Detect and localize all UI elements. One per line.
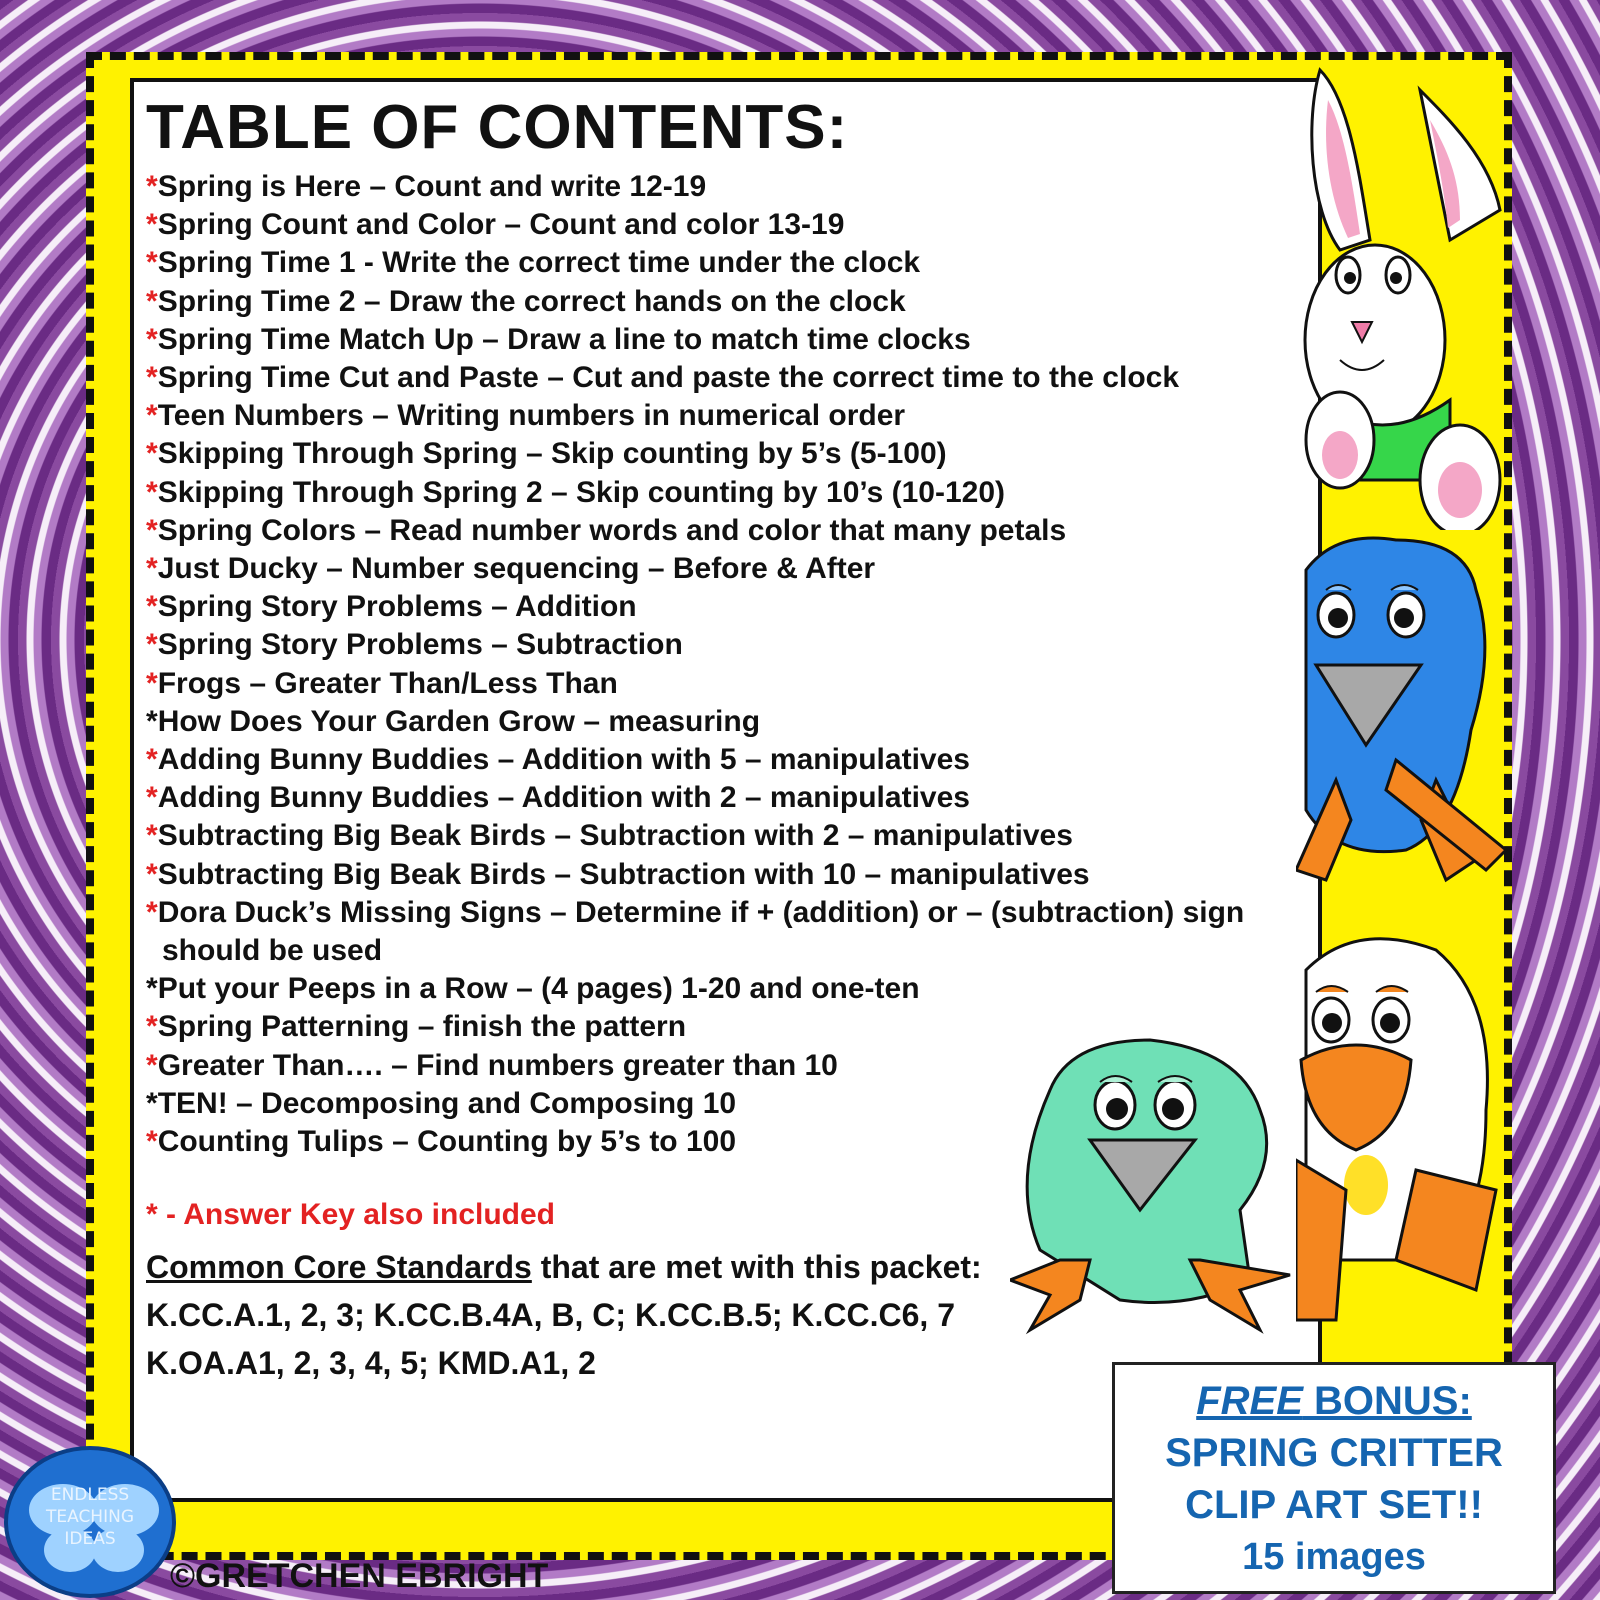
- toc-item-text: Spring Time 2 – Draw the correct hands on the clock: [157, 284, 906, 318]
- toc-item: [146, 206, 1316, 244]
- answer-key-note: * - Answer Key also included: [146, 1198, 555, 1232]
- toc-item-text: Subtracting Big Beak Birds – Subtraction with 2 – manipulatives: [157, 819, 1073, 853]
- toc-item-text: Spring Story Problems – Subtraction: [157, 628, 683, 662]
- logo-line-2: TEACHING: [45, 1507, 134, 1527]
- toc-bullet-star: *: [146, 399, 158, 433]
- toc-item-text: Spring Count and Color – Count and color 13-19: [157, 208, 845, 242]
- toc-bullet-star: *: [146, 246, 158, 280]
- toc-item-text: Spring Colors – Read number words and color that many petals: [157, 513, 1067, 547]
- bonus-heading: [1115, 1375, 1553, 1427]
- teal-bird-illustration: [1010, 1030, 1300, 1340]
- toc-item-text: Spring Story Problems – Addition: [157, 590, 637, 624]
- white-duck-illustration: [1296, 930, 1506, 1330]
- toc-bullet-star: *: [146, 322, 158, 356]
- toc-item: [146, 244, 1316, 282]
- common-core-link-text: Common Core Standards: [146, 1249, 532, 1286]
- toc-item-text: Spring is Here – Count and write 12-19: [157, 170, 707, 203]
- toc-item: [146, 283, 1316, 321]
- toc-bullet-star: *: [146, 628, 158, 662]
- toc-item-text: Greater Than…. – Find numbers greater than 10: [157, 1048, 838, 1082]
- toc-item: [146, 359, 1316, 397]
- toc-bullet-star: *: [146, 552, 158, 586]
- toc-bullet-star: *: [146, 1086, 158, 1120]
- toc-bullet-star: *: [146, 475, 158, 509]
- toc-item-text: Spring Time 1 - Write the correct time under the clock: [157, 246, 921, 280]
- toc-item-text: Spring Time Match Up – Draw a line to match time clocks: [157, 322, 971, 356]
- toc-item-text: Spring Time Cut and Paste – Cut and paste the correct time to the clock: [157, 361, 1180, 395]
- free-bonus-box: [1112, 1362, 1556, 1594]
- toc-list: [146, 168, 1316, 1161]
- toc-bullet-star: *: [146, 361, 158, 395]
- blue-bird-illustration: [1296, 530, 1516, 950]
- toc-item-text: Skipping Through Spring 2 – Skip counting by 10’s (10-120): [157, 475, 1006, 509]
- toc-item: [146, 626, 1316, 664]
- toc-item: [146, 474, 1316, 512]
- toc-item: [146, 665, 1316, 703]
- common-core-heading: [146, 1243, 1006, 1291]
- logo-line-1: ENDLESS: [50, 1485, 130, 1505]
- toc-bullet-star: *: [146, 819, 158, 853]
- toc-item: [146, 588, 1316, 626]
- toc-bullet-star: *: [146, 743, 158, 777]
- toc-bullet-star: *: [146, 513, 158, 547]
- toc-item: [146, 856, 1316, 894]
- standards-line-2: K.OA.A1, 2, 3, 4, 5; KMD.A1, 2: [146, 1345, 596, 1382]
- toc-item-text: Skipping Through Spring – Skip counting by 5’s (5-100): [157, 437, 947, 471]
- toc-item: [146, 550, 1316, 588]
- toc-item-text: Dora Duck’s Missing Signs – Determine if + (addition) or – (subtraction) sign should be used: [157, 895, 1245, 968]
- toc-bullet-star: *: [146, 972, 158, 1006]
- common-core-heading-rest: that are met with this packet:: [531, 1249, 982, 1286]
- toc-item: [146, 168, 1316, 206]
- bonus-line-3: CLIP ART SET!!: [1185, 1483, 1483, 1527]
- toc-item: [146, 397, 1316, 435]
- toc-item-text: Frogs – Greater Than/Less Than: [157, 666, 618, 700]
- standards-line-1: K.CC.A.1, 2, 3; K.CC.B.4A, B, C; K.CC.B.5; K.CC.C6, 7: [146, 1297, 955, 1334]
- toc-item-text: Put your Peeps in a Row – (4 pages) 1-20 and one-ten: [157, 972, 920, 1006]
- toc-bullet-star: *: [146, 170, 158, 203]
- copyright-text: ©GRETCHEN EBRIGHT: [170, 1557, 549, 1595]
- toc-bullet-star: *: [146, 437, 158, 471]
- bunny-illustration: [1300, 60, 1510, 530]
- toc-item-text: How Does Your Garden Grow – measuring: [157, 704, 761, 738]
- logo-text: [8, 1484, 172, 1550]
- endless-teaching-ideas-logo: [4, 1446, 176, 1598]
- toc-bullet-star: *: [146, 590, 158, 624]
- toc-bullet-star: *: [146, 1125, 158, 1159]
- toc-item: [146, 321, 1316, 359]
- toc-item: [146, 703, 1316, 741]
- toc-item-text: Spring Patterning – finish the pattern: [157, 1010, 687, 1044]
- bonus-free-word: FREE: [1196, 1379, 1303, 1423]
- toc-item: [146, 741, 1316, 779]
- toc-item-text: TEN! – Decomposing and Composing 10: [157, 1086, 737, 1120]
- toc-bullet-star: *: [146, 895, 158, 929]
- toc-item-text: Adding Bunny Buddies – Addition with 2 – manipulatives: [157, 781, 970, 815]
- toc-bullet-star: *: [146, 1010, 158, 1044]
- bonus-line-2: SPRING CRITTER: [1165, 1431, 1503, 1475]
- bonus-word: BONUS:: [1302, 1379, 1472, 1423]
- toc-item: [146, 435, 1316, 473]
- bonus-line-4: 15 images: [1242, 1536, 1426, 1578]
- toc-bullet-star: *: [146, 704, 158, 738]
- toc-item-text: Teen Numbers – Writing numbers in numerical order: [157, 399, 906, 433]
- toc-bullet-star: *: [146, 208, 158, 242]
- logo-line-3: IDEAS: [64, 1529, 116, 1549]
- toc-item-text: Adding Bunny Buddies – Addition with 5 – manipulatives: [157, 743, 970, 777]
- toc-item-text: Counting Tulips – Counting by 5’s to 100: [157, 1125, 737, 1159]
- toc-item: [146, 512, 1316, 550]
- toc-item: [146, 779, 1316, 817]
- page-title: TABLE OF CONTENTS:: [146, 93, 849, 162]
- toc-item: [146, 970, 1316, 1008]
- toc-item-text: Subtracting Big Beak Birds – Subtraction with 10 – manipulatives: [157, 857, 1090, 891]
- toc-bullet-star: *: [146, 666, 158, 700]
- toc-bullet-star: *: [146, 781, 158, 815]
- toc-item-text: Just Ducky – Number sequencing – Before & After: [157, 552, 876, 586]
- toc-bullet-star: *: [146, 857, 158, 891]
- toc-bullet-star: *: [146, 1048, 158, 1082]
- toc-item: [146, 894, 1316, 970]
- toc-item: [146, 817, 1316, 855]
- toc-bullet-star: *: [146, 284, 158, 318]
